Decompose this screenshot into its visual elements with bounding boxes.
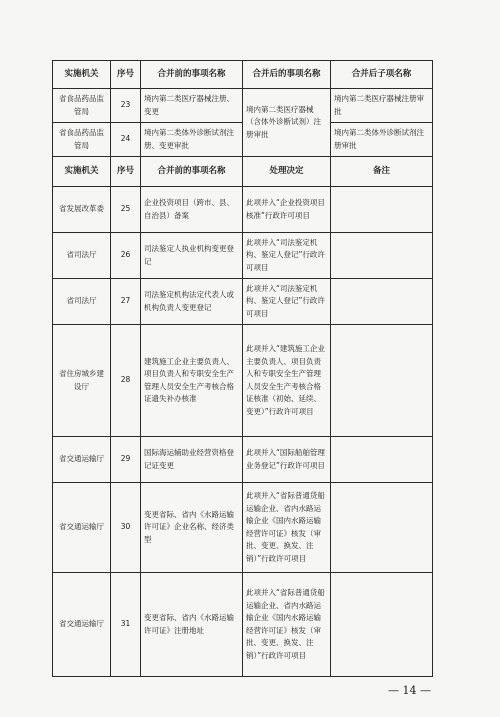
note-cell (331, 437, 433, 483)
before-merge-cell: 司法鉴定人执业机构变更登记 (141, 233, 243, 279)
before-merge-cell: 司法鉴定机构法定代表人或机构负责人变更登记 (141, 279, 243, 325)
sub-item-cell: 境内第二类医疗器械注册审批 (331, 89, 433, 123)
decision-cell: 此项并入“省际普通货船运输企业、省内水路运输企业《国内水路运输经营许可证》核发（审批、变更、换发、注销）”行政许可项目 (243, 573, 331, 677)
agency-cell: 省食品药品监管局 (53, 123, 111, 157)
header-before-merge: 合并前的事项名称 (141, 61, 243, 89)
agency-cell: 省食品药品监管局 (53, 89, 111, 123)
agency-cell: 省司法厅 (53, 233, 111, 279)
table-row (53, 233, 433, 279)
note-cell (331, 233, 433, 279)
agency-cell: 省发展改革委 (53, 187, 111, 233)
before-merge-cell: 国际海运辅助业经营资格登记证变更 (141, 437, 243, 483)
header-number: 序号 (111, 157, 141, 187)
before-merge-cell: 变更省际、省内《水路运输许可证》注册地址 (141, 573, 243, 677)
before-merge-cell: 企业投资项目（跨市、县、自治县）备案 (141, 187, 243, 233)
header-number: 序号 (111, 61, 141, 89)
table-row (53, 279, 433, 325)
note-cell (331, 573, 433, 677)
note-cell (331, 325, 433, 437)
number-cell: 25 (111, 187, 141, 233)
table-row (53, 483, 433, 573)
table-row (53, 89, 433, 123)
decision-cell: 此项并入“司法鉴定机构、鉴定人登记”行政许可项目 (243, 233, 331, 279)
decision-cell: 此项并入“企业投资项目核准”行政许可项目 (243, 187, 331, 233)
note-cell (331, 187, 433, 233)
number-cell: 30 (111, 483, 141, 573)
decision-cell: 此项并入“国际船舶管理业务登记”行政许可项目 (243, 437, 331, 483)
number-cell: 24 (111, 123, 141, 157)
table-row (53, 187, 433, 233)
table-row (53, 325, 433, 437)
page-number: — 14 — (388, 684, 431, 697)
decision-cell: 此项并入“司法鉴定机构、鉴定人登记”行政许可项目 (243, 279, 331, 325)
before-merge-cell: 建筑施工企业主要负责人、项目负责人和专职安全生产管理人员安全生产考核合格证遗失补办核准 (141, 325, 243, 437)
items-table (52, 60, 433, 677)
before-merge-cell: 变更省际、省内《水路运输许可证》企业名称、经济类型 (141, 483, 243, 573)
header-agency: 实施机关 (53, 61, 111, 89)
number-cell: 23 (111, 89, 141, 123)
table-header-row (53, 157, 433, 187)
agency-cell: 省交通运输厅 (53, 573, 111, 677)
number-cell: 28 (111, 325, 141, 437)
sub-item-cell: 境内第二类体外诊断试剂注册审批 (331, 123, 433, 157)
agency-cell: 省交通运输厅 (53, 437, 111, 483)
header-before-merge: 合并前的事项名称 (141, 157, 243, 187)
header-sub-item: 合并后子项名称 (331, 61, 433, 89)
table-header-row (53, 61, 433, 89)
agency-cell: 省司法厅 (53, 279, 111, 325)
after-merge-cell: 境内第二类医疗器械（含体外诊断试剂）注册审批 (243, 89, 331, 157)
header-decision: 处理决定 (243, 157, 331, 187)
note-cell (331, 483, 433, 573)
number-cell: 29 (111, 437, 141, 483)
before-merge-cell: 境内第二类医疗器械注册、变更 (141, 89, 243, 123)
decision-cell: 此项并入“省际普通货船运输企业、省内水路运输企业《国内水路运输经营许可证》核发（审批、变更、换发、注销）”行政许可项目 (243, 483, 331, 573)
header-note: 备注 (331, 157, 433, 187)
number-cell: 26 (111, 233, 141, 279)
number-cell: 31 (111, 573, 141, 677)
decision-cell: 此项并入“建筑施工企业主要负责人、项目负责人和专职安全生产管理人员安全生产考核合格证核准（初始、延续、变更）”行政许可项目 (243, 325, 331, 437)
before-merge-cell: 境内第二类体外诊断试剂注册、变更审批 (141, 123, 243, 157)
header-after-merge: 合并后的事项名称 (243, 61, 331, 89)
note-cell (331, 279, 433, 325)
table-row (53, 437, 433, 483)
number-cell: 27 (111, 279, 141, 325)
agency-cell: 省交通运输厅 (53, 483, 111, 573)
header-agency: 实施机关 (53, 157, 111, 187)
agency-cell: 省住房城乡建设厅 (53, 325, 111, 437)
table-row (53, 573, 433, 677)
